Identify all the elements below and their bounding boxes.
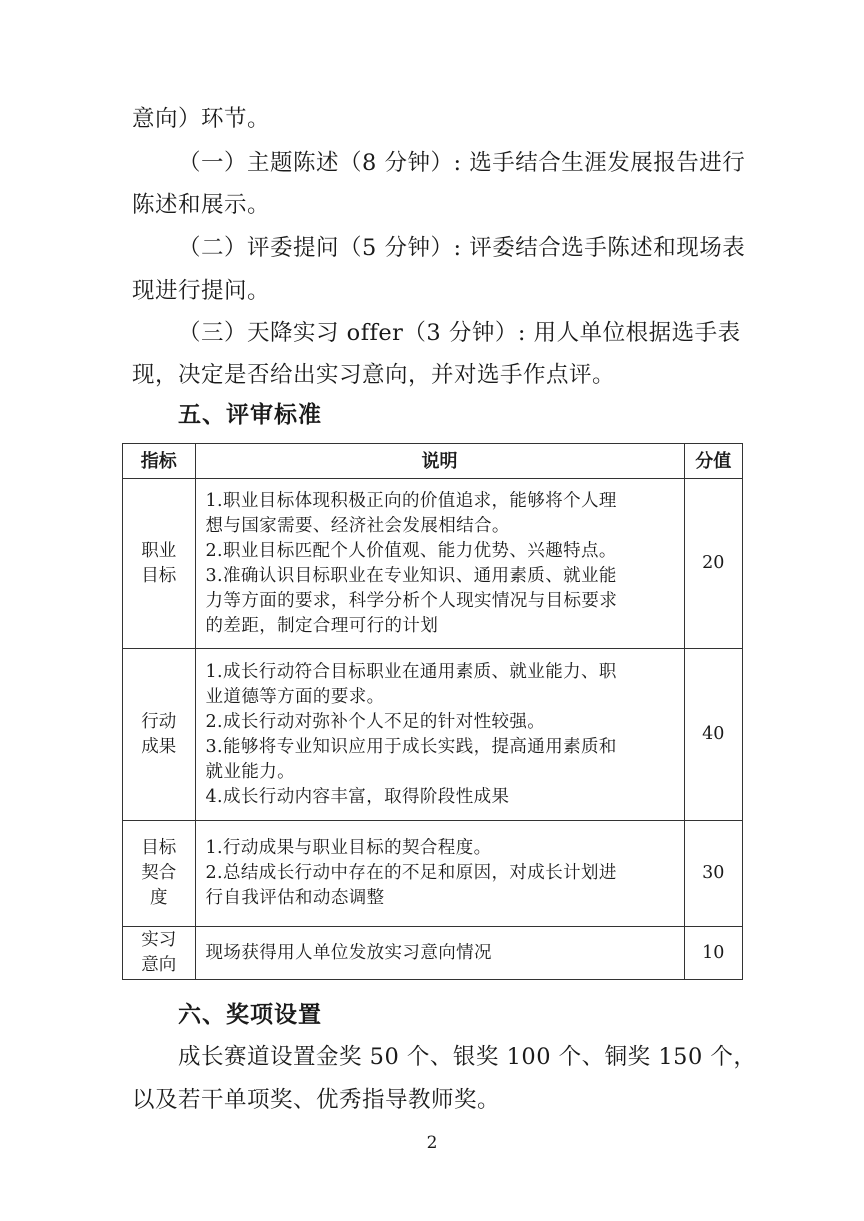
table-header-row: [123, 444, 743, 479]
description-cell: [195, 821, 684, 927]
description-line: 1.职业目标体现积极正向的价值追求，能够将个人理: [205, 490, 617, 511]
score-cell: 30: [684, 821, 742, 927]
description-line: 2.职业目标匹配个人价值观、能力优势、兴趣特点。: [205, 540, 617, 561]
description-line: 就业能力。: [205, 761, 296, 782]
description-line: 3.准确认识目标职业在专业知识、通用素质、就业能: [205, 565, 617, 586]
indicator-text: 行动成果: [141, 711, 177, 757]
paragraph-line: 现进行提问。: [132, 278, 271, 304]
indicator-cell: [123, 649, 196, 821]
paragraph-line: 陈述和展示。: [132, 192, 271, 218]
header-description: 说明: [195, 444, 684, 479]
description-line: 1.行动成果与职业目标的契合程度。: [205, 838, 492, 858]
table-row: [123, 821, 743, 927]
paragraph-line: （二）评委提问（5 分钟）: 评委结合选手陈述和现场表: [178, 235, 746, 261]
description-line: 4.成长行动内容丰富，取得阶段性成果: [205, 786, 510, 807]
paragraph-line: （三）天降实习 offer（3 分钟）: 用人单位根据选手表: [178, 320, 741, 346]
description-line: 2.总结成长行动中存在的不足和原因，对成长计划进: [205, 863, 617, 883]
description-line: 现场获得用人单位发放实习意向情况: [205, 942, 492, 963]
section-heading-review-criteria: 五、评审标准: [178, 402, 322, 428]
paragraph-line: （一）主题陈述（8 分钟）: 选手结合生涯发展报告进行: [178, 150, 746, 176]
indicator-cell: [123, 927, 196, 980]
description-line: 1.成长行动符合目标职业在通用素质、就业能力、职: [205, 661, 617, 682]
page-number: 2: [426, 1133, 438, 1153]
description-line: 力等方面的要求，科学分析个人现实情况与目标要求: [205, 590, 618, 611]
description-cell: [195, 649, 684, 821]
description-line: 想与国家需要、经济社会发展相结合。: [205, 515, 510, 536]
indicator-cell: [123, 479, 196, 649]
score-cell: 40: [684, 649, 742, 821]
description-line: 业道德等方面的要求。: [205, 686, 385, 707]
description-line: 2.成长行动对弥补个人不足的针对性较强。: [205, 711, 546, 732]
description-cell: [195, 479, 684, 649]
section-heading-awards: 六、奖项设置: [178, 1002, 322, 1028]
indicator-text: 实习意向: [141, 930, 177, 975]
description-line: 3.能够将专业知识应用于成长实践，提高通用素质和: [205, 736, 617, 757]
description-cell: [195, 927, 684, 980]
description-line: 的差距，制定合理可行的计划: [205, 615, 439, 636]
criteria-table: [122, 443, 743, 980]
paragraph-line: 意向）环节。: [132, 106, 271, 132]
description-line: 行自我评估和动态调整: [205, 888, 385, 908]
header-indicator: 指标: [123, 444, 196, 479]
indicator-text: 职业目标: [141, 540, 177, 586]
table-row: [123, 649, 743, 821]
paragraph-line: 成长赛道设置金奖 50 个、银奖 100 个、铜奖 150 个，: [178, 1044, 757, 1070]
paragraph-line: 现，决定是否给出实习意向，并对选手作点评。: [132, 362, 616, 388]
indicator-cell: [123, 821, 196, 927]
table-row: [123, 479, 743, 649]
score-cell: 10: [684, 927, 742, 980]
score-cell: 20: [684, 479, 742, 649]
header-score: 分值: [684, 444, 742, 479]
paragraph-line: 以及若干单项奖、优秀指导教师奖。: [132, 1087, 501, 1113]
indicator-text: 目标契合度: [141, 838, 177, 908]
table-row: [123, 927, 743, 980]
